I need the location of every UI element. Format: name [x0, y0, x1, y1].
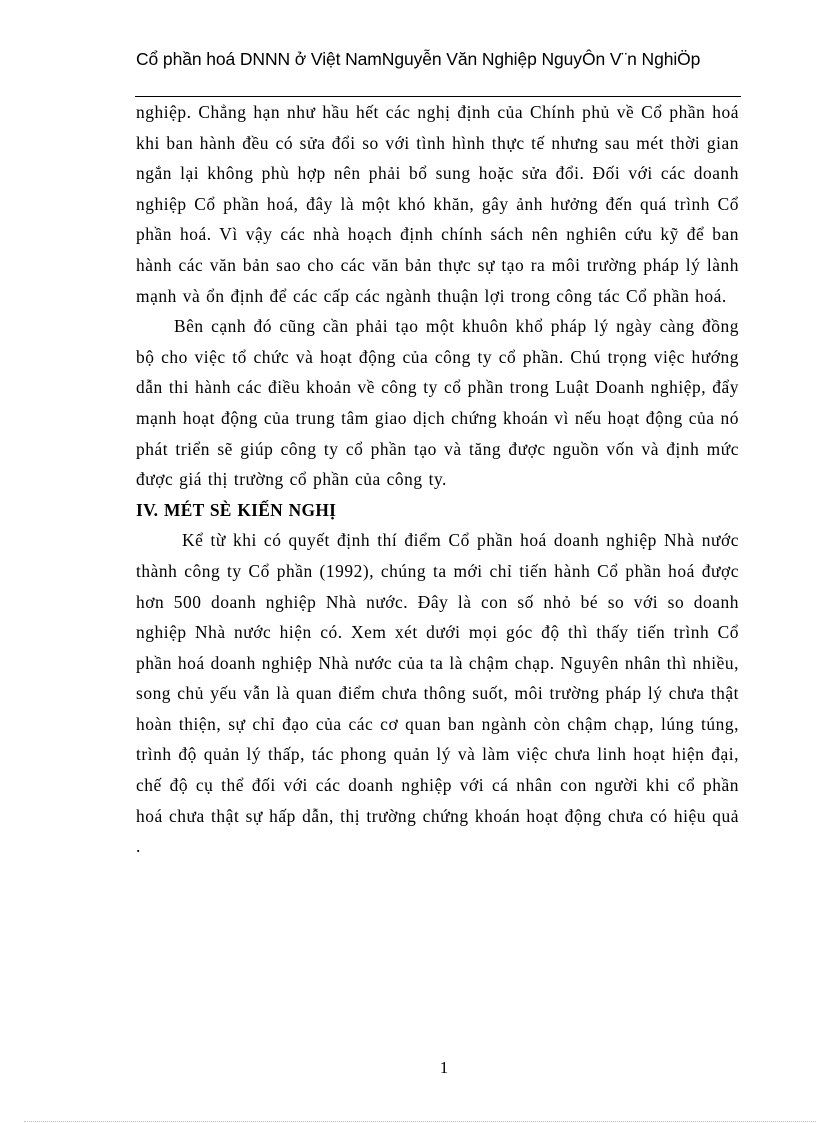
running-header: Cổ phần hoá DNNN ở Việt NamNguyễn Văn Nghiệp NguyÔn V¨n NghiÖp: [136, 49, 701, 69]
paragraph-continuation: nghiệp. Chẳng hạn như hầu hết các nghị định của Chính phủ về Cổ phần hoá khi ban hành đều có sửa đổi so với tình hình thực tế nhưng sau mét thời gian ngắn lại không phù hợp nên phải bổ sung hoặc sửa đổi. Đối với các doanh nghiệp Cổ phần hoá, đây là một khó khăn, gây ảnh hưởng đến quá trình Cổ phần hoá. Vì vậy các nhà hoạch định chính sách nên nghiên cứu kỹ để ban hành các văn bản sao cho các văn bản thực sự tạo ra môi trường pháp lý lành mạnh và ổn định để các cấp các ngành thuận lợi trong công tác Cổ phần hoá.: [136, 102, 739, 306]
paragraph-recommendations: Kể từ khi có quyết định thí điểm Cổ phần hoá doanh nghiệp Nhà nước thành công ty Cổ phần (1992), chúng ta mới chỉ tiến hành Cổ phần hoá được hơn 500 doanh nghiệp Nhà nước. Đây là con số nhỏ bé so với so doanh nghiệp Nhà nước hiện có. Xem xét dưới mọi góc độ thì thấy tiến trình Cổ phần hoá doanh nghiệp Nhà nước của ta là chậm chạp. Nguyên nhân thì nhiều, song chủ yếu vẫn là quan điểm chưa thông suốt, môi trường pháp lý chưa thật hoàn thiện, sự chỉ đạo của các cơ quan ban ngành còn chậm chạp, lúng túng, trình độ quản lý thấp, tác phong quản lý và làm việc chưa linh hoạt hiện đại, chế độ cụ thể đối với các doanh nghiệp với cá nhân con người khi cổ phần hoá chưa thật sự hấp dẫn, thị trường chứng khoán hoạt động chưa có hiệu quả .: [136, 530, 739, 857]
page-number: 1: [439, 1058, 449, 1077]
page-bottom-dotted-edge: [24, 1121, 816, 1122]
section-heading: IV. MÉT SÈ KIẾN NGHỊ: [136, 499, 337, 520]
document-body: [136, 97, 739, 862]
paragraph-legal-framework: Bên cạnh đó cũng cần phải tạo một khuôn khổ pháp lý ngày càng đồng bộ cho việc tổ chức và hoạt động của công ty cổ phần. Chú trọng việc hướng dẫn thi hành các điều khoản về công ty cổ phần trong Luật Doanh nghiệp, đẩy mạnh hoạt động của trung tâm giao dịch chứng khoán vì nếu hoạt động của nó phát triển sẽ giúp công ty cổ phần tạo và tăng được nguồn vốn và định mức được giá thị trường cổ phần của công ty.: [136, 316, 739, 490]
